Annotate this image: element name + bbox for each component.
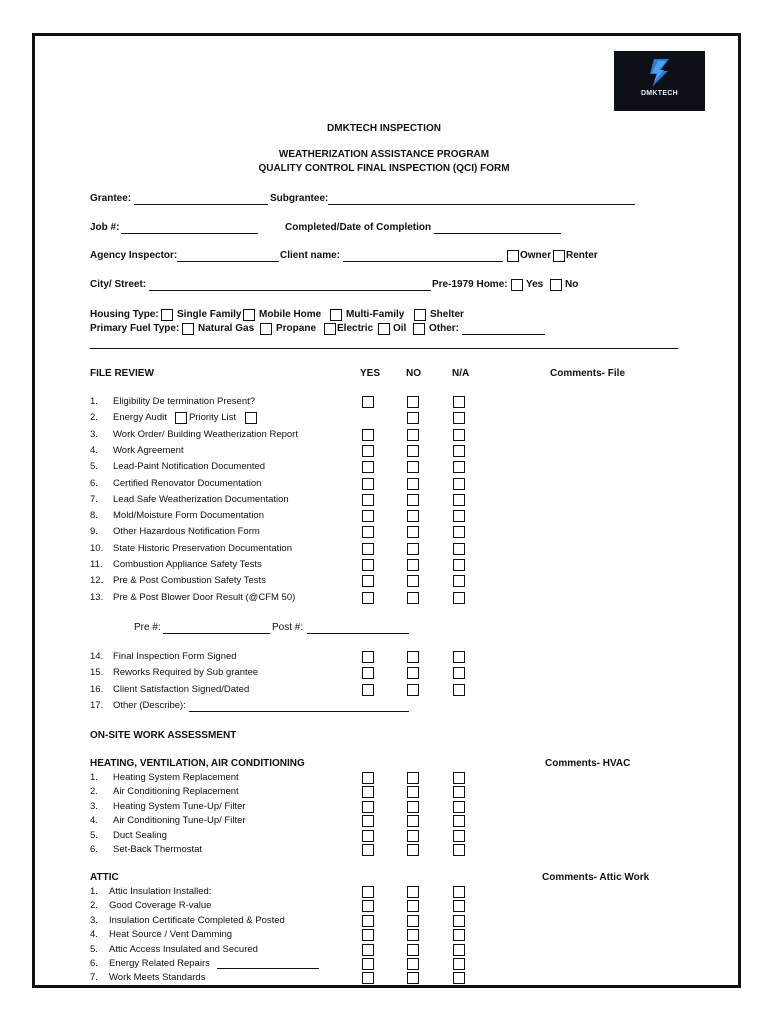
attic-no-checkbox[interactable] bbox=[407, 929, 419, 941]
file-review-item-number: 9. bbox=[90, 526, 98, 538]
file-review-na-checkbox[interactable] bbox=[453, 510, 465, 522]
natural-gas-checkbox[interactable] bbox=[182, 323, 194, 335]
hvac-no-checkbox[interactable] bbox=[407, 801, 419, 813]
section-divider bbox=[90, 348, 678, 349]
attic-item-number: 3. bbox=[90, 914, 98, 926]
hvac-item-label: Heating System Replacement bbox=[113, 772, 239, 783]
hvac-item-label: Heating System Tune-Up/ Filter bbox=[113, 800, 246, 812]
energy-repairs-field[interactable] bbox=[217, 968, 319, 969]
file-review-na-checkbox[interactable] bbox=[453, 494, 465, 506]
file-review-no-checkbox[interactable] bbox=[407, 445, 419, 457]
pre1979-no-checkbox[interactable] bbox=[550, 279, 562, 291]
attic-item-label: Heat Source / Vent Damming bbox=[109, 929, 233, 941]
priority-list-checkbox[interactable] bbox=[245, 412, 257, 424]
hvac-item-number: 5. bbox=[90, 829, 98, 841]
attic-item-number: 5. bbox=[90, 943, 98, 955]
hvac-comments-header: Comments- HVAC bbox=[545, 758, 631, 769]
attic-yes-checkbox[interactable] bbox=[362, 900, 374, 912]
file-review-item-number: 12. bbox=[90, 575, 104, 587]
file-review-2-yes-checkbox[interactable] bbox=[362, 684, 374, 696]
shelter-label: Shelter bbox=[430, 309, 464, 320]
other-describe-field[interactable] bbox=[189, 711, 409, 712]
program-title: WEATHERIZATION ASSISTANCE PROGRAM bbox=[278, 149, 490, 160]
file-review-item-label: Mold/Moisture Form Documentation bbox=[113, 510, 264, 522]
hvac-na-checkbox[interactable] bbox=[453, 772, 465, 784]
attic-item-number: 1. bbox=[90, 886, 98, 897]
agency-inspector-field[interactable] bbox=[177, 261, 279, 262]
file-review-na-checkbox[interactable] bbox=[453, 478, 465, 490]
file-review-yes-checkbox[interactable] bbox=[362, 478, 374, 490]
file-review-item-number: 4. bbox=[90, 444, 98, 456]
other-fuel-field[interactable] bbox=[462, 334, 545, 335]
file-review-na-checkbox[interactable] bbox=[453, 445, 465, 457]
pre1979-yes-label: Yes bbox=[526, 279, 544, 290]
file-review-2-item-number: 14. bbox=[90, 651, 104, 662]
file-review-no-checkbox[interactable] bbox=[407, 429, 419, 441]
file-review-2-item-number: 15. bbox=[90, 667, 104, 679]
hvac-na-checkbox[interactable] bbox=[453, 801, 465, 813]
lightning-logo-icon bbox=[614, 51, 705, 91]
attic-no-checkbox[interactable] bbox=[407, 915, 419, 927]
file-review-no-checkbox[interactable] bbox=[407, 592, 419, 604]
hvac-yes-checkbox[interactable] bbox=[362, 772, 374, 784]
pre1979-yes-checkbox[interactable] bbox=[511, 279, 523, 291]
file-review-na-checkbox[interactable] bbox=[453, 543, 465, 555]
hvac-yes-checkbox[interactable] bbox=[362, 786, 374, 798]
col-no-header: NO bbox=[406, 368, 421, 379]
file-review-yes-checkbox[interactable] bbox=[362, 592, 374, 604]
attic-yes-checkbox[interactable] bbox=[362, 972, 374, 984]
file-review-item-number: 10. bbox=[90, 542, 104, 554]
hvac-item-label: Set-Back Thermostat bbox=[113, 844, 203, 855]
file-review-2-no-checkbox[interactable] bbox=[407, 684, 419, 696]
logo-brand-text: DMKTECH bbox=[640, 90, 679, 97]
file-review-no-checkbox[interactable] bbox=[407, 412, 419, 424]
file-review-yes-checkbox[interactable] bbox=[362, 510, 374, 522]
hvac-yes-checkbox[interactable] bbox=[362, 801, 374, 813]
hvac-na-checkbox[interactable] bbox=[453, 830, 465, 842]
grantee-label: Grantee: bbox=[90, 193, 132, 204]
col-na-header: N/A bbox=[452, 368, 470, 379]
renter-checkbox[interactable] bbox=[553, 250, 565, 262]
file-review-na-checkbox[interactable] bbox=[453, 526, 465, 538]
multi-family-checkbox[interactable] bbox=[330, 309, 342, 321]
oil-label: Oil bbox=[393, 323, 407, 334]
attic-yes-checkbox[interactable] bbox=[362, 929, 374, 941]
file-review-item-label: Energy Audit bbox=[113, 412, 167, 424]
file-review-2-item-label: Reworks Required by Sub grantee bbox=[113, 667, 259, 679]
hvac-yes-checkbox[interactable] bbox=[362, 815, 374, 827]
attic-no-checkbox[interactable] bbox=[407, 886, 419, 898]
hvac-item-label: Air Conditioning Replacement bbox=[113, 786, 239, 798]
job-label: Job #: bbox=[90, 222, 120, 233]
attic-na-checkbox[interactable] bbox=[453, 972, 465, 984]
file-review-no-checkbox[interactable] bbox=[407, 575, 419, 587]
post-number-field[interactable] bbox=[307, 633, 409, 634]
completed-field[interactable] bbox=[434, 233, 561, 234]
hvac-na-checkbox[interactable] bbox=[453, 815, 465, 827]
attic-item-number: 6. bbox=[90, 958, 98, 969]
file-review-yes-checkbox[interactable] bbox=[362, 543, 374, 555]
pre1979-no-label: No bbox=[565, 279, 579, 290]
pre-number-field[interactable] bbox=[163, 633, 270, 634]
hvac-item-number: 2. bbox=[90, 786, 98, 798]
file-review-na-checkbox[interactable] bbox=[453, 559, 465, 571]
mobile-home-label: Mobile Home bbox=[259, 309, 322, 320]
oil-checkbox[interactable] bbox=[378, 323, 390, 335]
attic-item-label: Energy Related Repairs bbox=[109, 958, 210, 969]
col-yes-header: YES bbox=[360, 368, 381, 379]
attic-yes-checkbox[interactable] bbox=[362, 915, 374, 927]
file-review-item-number: 11. bbox=[90, 559, 103, 570]
agency-inspector-label: Agency Inspector: bbox=[90, 250, 178, 261]
shelter-checkbox[interactable] bbox=[414, 309, 426, 321]
pre1979-label: Pre-1979 Home: bbox=[432, 279, 508, 290]
file-review-2-yes-checkbox[interactable] bbox=[362, 667, 374, 679]
attic-yes-checkbox[interactable] bbox=[362, 958, 374, 970]
file-review-no-checkbox[interactable] bbox=[407, 494, 419, 506]
file-review-no-checkbox[interactable] bbox=[407, 510, 419, 522]
hvac-no-checkbox[interactable] bbox=[407, 844, 419, 856]
file-review-yes-checkbox[interactable] bbox=[362, 396, 374, 408]
electric-checkbox[interactable] bbox=[324, 323, 336, 335]
file-review-no-checkbox[interactable] bbox=[407, 478, 419, 490]
file-review-2-item-label: Other (Describe): bbox=[113, 699, 186, 711]
file-review-yes-checkbox[interactable] bbox=[362, 526, 374, 538]
electric-label: Electric bbox=[337, 323, 374, 334]
attic-no-checkbox[interactable] bbox=[407, 944, 419, 956]
file-review-item-label: Work Agreement bbox=[113, 444, 184, 456]
file-review-no-checkbox[interactable] bbox=[407, 526, 419, 538]
file-review-na-checkbox[interactable] bbox=[453, 461, 465, 473]
file-review-item-label: Certified Renovator Documentation bbox=[113, 477, 262, 489]
attic-item-label: Insulation Certificate Completed & Posted bbox=[109, 914, 285, 926]
attic-no-checkbox[interactable] bbox=[407, 958, 419, 970]
multi-family-label: Multi-Family bbox=[346, 309, 405, 320]
hvac-no-checkbox[interactable] bbox=[407, 830, 419, 842]
hvac-na-checkbox[interactable] bbox=[453, 844, 465, 856]
file-review-no-checkbox[interactable] bbox=[407, 396, 419, 408]
file-review-2-item-number: 16. bbox=[90, 683, 104, 695]
file-review-yes-checkbox[interactable] bbox=[362, 445, 374, 457]
file-review-na-checkbox[interactable] bbox=[453, 429, 465, 441]
file-review-item-label: Work Order/ Building Weatherization Report bbox=[113, 428, 298, 440]
file-review-na-checkbox[interactable] bbox=[453, 396, 465, 408]
file-review-2-na-checkbox[interactable] bbox=[453, 667, 465, 679]
attic-na-checkbox[interactable] bbox=[453, 958, 465, 970]
hvac-title: HEATING, VENTILATION, AIR CONDITIONING bbox=[90, 758, 305, 769]
file-review-2-no-checkbox[interactable] bbox=[407, 667, 419, 679]
hvac-item-number: 4. bbox=[90, 815, 98, 827]
file-review-2-yes-checkbox[interactable] bbox=[362, 651, 374, 663]
other-fuel-checkbox[interactable] bbox=[413, 323, 425, 335]
attic-na-checkbox[interactable] bbox=[453, 886, 465, 898]
hvac-yes-checkbox[interactable] bbox=[362, 844, 374, 856]
file-review-2-na-checkbox[interactable] bbox=[453, 651, 465, 663]
attic-no-checkbox[interactable] bbox=[407, 900, 419, 912]
file-review-title: FILE REVIEW bbox=[90, 368, 154, 379]
fuel-type-label: Primary Fuel Type: bbox=[90, 323, 180, 334]
renter-label: Renter bbox=[566, 250, 598, 261]
owner-label: Owner bbox=[520, 250, 552, 261]
attic-comments-header: Comments- Attic Work bbox=[542, 872, 650, 883]
file-review-item-label: Other Hazardous Notification Form bbox=[113, 526, 260, 538]
priority-list-label: Priority List bbox=[189, 412, 236, 423]
file-review-2-no-checkbox[interactable] bbox=[407, 651, 419, 663]
file-review-2-item-label: Client Satisfaction Signed/Dated bbox=[113, 683, 250, 695]
file-review-item-number: 7. bbox=[90, 493, 98, 505]
other-fuel-label: Other: bbox=[429, 323, 459, 334]
file-review-no-checkbox[interactable] bbox=[407, 559, 419, 571]
hvac-na-checkbox[interactable] bbox=[453, 786, 465, 798]
file-review-yes-checkbox[interactable] bbox=[362, 429, 374, 441]
file-review-item-number: 8. bbox=[90, 510, 98, 522]
attic-na-checkbox[interactable] bbox=[453, 900, 465, 912]
hvac-yes-checkbox[interactable] bbox=[362, 830, 374, 842]
attic-no-checkbox[interactable] bbox=[407, 972, 419, 984]
natural-gas-label: Natural Gas bbox=[198, 323, 255, 334]
file-review-yes-checkbox[interactable] bbox=[362, 559, 374, 571]
attic-yes-checkbox[interactable] bbox=[362, 886, 374, 898]
attic-na-checkbox[interactable] bbox=[453, 929, 465, 941]
file-review-na-checkbox[interactable] bbox=[453, 575, 465, 587]
file-review-yes-checkbox[interactable] bbox=[362, 461, 374, 473]
file-review-item-number: 6. bbox=[90, 477, 98, 489]
hvac-item-label: Duct Sealing bbox=[113, 829, 167, 841]
file-review-item-number: 2. bbox=[90, 412, 98, 424]
grantee-field[interactable] bbox=[134, 204, 268, 205]
attic-item-label: Work Meets Standards bbox=[109, 972, 206, 984]
hvac-item-number: 1. bbox=[90, 772, 98, 783]
energy-audit-checkbox[interactable] bbox=[175, 412, 187, 424]
hvac-item-number: 3. bbox=[90, 800, 98, 812]
form-title: QUALITY CONTROL FINAL INSPECTION (QCI) FORM bbox=[258, 163, 510, 174]
owner-checkbox[interactable] bbox=[507, 250, 519, 262]
attic-item-label: Attic Access Insulated and Secured bbox=[109, 943, 258, 955]
single-family-checkbox[interactable] bbox=[161, 309, 173, 321]
file-review-item-label: State Historic Preservation Documentation bbox=[113, 542, 292, 554]
single-family-label: Single Family bbox=[177, 309, 242, 320]
attic-item-number: 4. bbox=[90, 929, 98, 941]
file-review-2-na-checkbox[interactable] bbox=[453, 684, 465, 696]
company-title: DMKTECH INSPECTION bbox=[327, 123, 441, 134]
file-review-yes-checkbox[interactable] bbox=[362, 575, 374, 587]
file-review-2-item-label: Final Inspection Form Signed bbox=[113, 651, 237, 662]
subgrantee-field[interactable] bbox=[328, 204, 635, 205]
file-review-na-checkbox[interactable] bbox=[453, 592, 465, 604]
city-street-label: City/ Street: bbox=[90, 279, 147, 290]
client-name-field[interactable] bbox=[343, 261, 503, 262]
housing-type-label: Housing Type: bbox=[90, 309, 159, 320]
file-comments-header: Comments- File bbox=[550, 368, 626, 379]
pre-number-label: Pre #: bbox=[134, 622, 161, 633]
attic-item-number: 7. bbox=[90, 972, 98, 984]
attic-item-number: 2. bbox=[90, 900, 98, 912]
job-field[interactable] bbox=[121, 233, 258, 234]
hvac-item-label: Air Conditioning Tune-Up/ Filter bbox=[113, 815, 246, 827]
subgrantee-label: Subgrantee: bbox=[270, 193, 329, 204]
file-review-item-label: Eligibility De termination Present? bbox=[113, 396, 256, 407]
attic-na-checkbox[interactable] bbox=[453, 915, 465, 927]
file-review-item-number: 13. bbox=[90, 591, 104, 603]
file-review-yes-checkbox[interactable] bbox=[362, 494, 374, 506]
attic-na-checkbox[interactable] bbox=[453, 944, 465, 956]
attic-item-label: Good Coverage R-value bbox=[109, 900, 212, 912]
completed-label: Completed/Date of Completion bbox=[285, 222, 432, 233]
post-number-label: Post #: bbox=[272, 622, 304, 633]
hvac-no-checkbox[interactable] bbox=[407, 815, 419, 827]
file-review-item-label: Lead-Paint Notification Documented bbox=[113, 461, 266, 473]
dmktech-logo bbox=[614, 51, 705, 111]
hvac-no-checkbox[interactable] bbox=[407, 786, 419, 798]
hvac-item-number: 6. bbox=[90, 844, 98, 855]
attic-title: ATTIC bbox=[90, 872, 119, 883]
file-review-item-number: 3. bbox=[90, 428, 98, 440]
file-review-item-label: Combustion Appliance Safety Tests bbox=[113, 559, 262, 570]
propane-checkbox[interactable] bbox=[260, 323, 272, 335]
file-review-no-checkbox[interactable] bbox=[407, 543, 419, 555]
file-review-item-number: 5. bbox=[90, 461, 98, 473]
file-review-item-label: Pre & Post Combustion Safety Tests bbox=[113, 575, 266, 587]
file-review-item-label: Lead Safe Weatherization Documentation bbox=[113, 493, 289, 505]
client-name-label: Client name: bbox=[280, 250, 341, 261]
city-street-field[interactable] bbox=[149, 290, 431, 291]
file-review-na-checkbox[interactable] bbox=[453, 412, 465, 424]
hvac-no-checkbox[interactable] bbox=[407, 772, 419, 784]
attic-yes-checkbox[interactable] bbox=[362, 944, 374, 956]
file-review-item-label: Pre & Post Blower Door Result (@CFM 50) bbox=[113, 591, 296, 603]
propane-label: Propane bbox=[276, 323, 317, 334]
file-review-2-item-number: 17. bbox=[90, 699, 104, 711]
mobile-home-checkbox[interactable] bbox=[243, 309, 255, 321]
file-review-no-checkbox[interactable] bbox=[407, 461, 419, 473]
attic-item-label: Attic Insulation Installed: bbox=[109, 886, 212, 897]
onsite-title: ON-SITE WORK ASSESSMENT bbox=[90, 730, 237, 741]
file-review-item-number: 1. bbox=[90, 396, 98, 407]
